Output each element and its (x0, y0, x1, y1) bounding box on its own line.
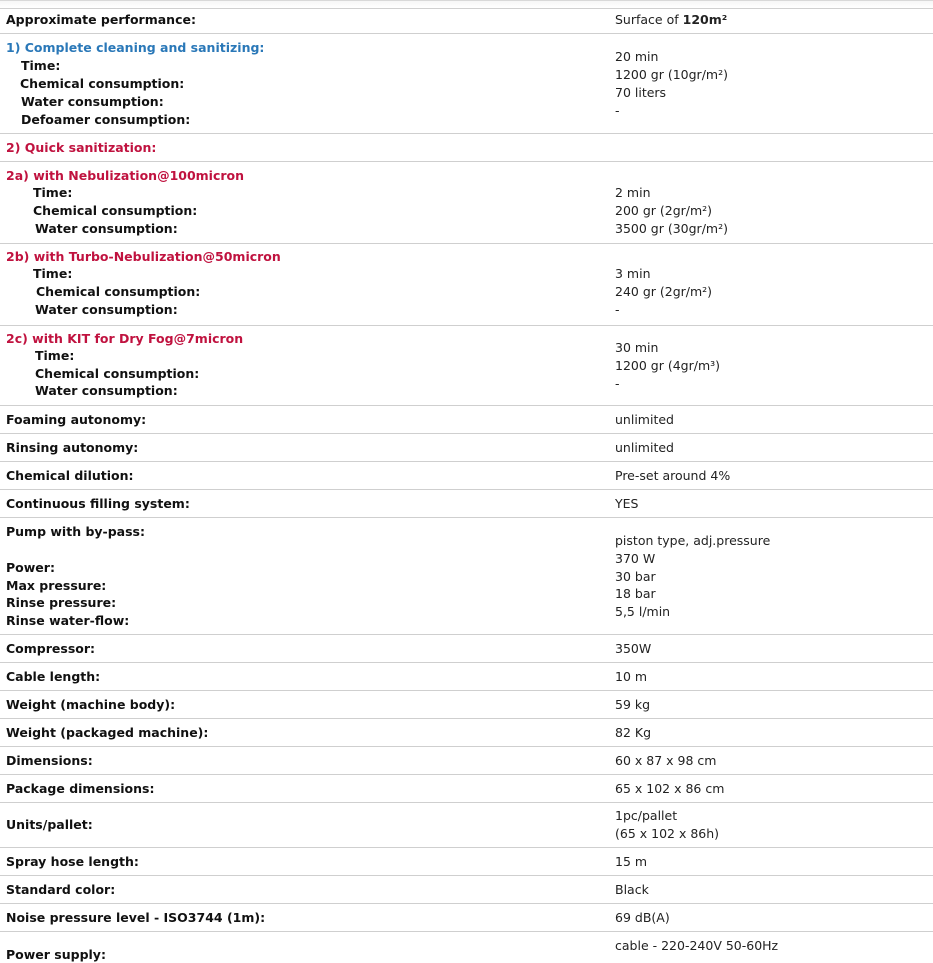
row-complete-cleaning (0, 34, 933, 134)
spec-label: Weight (machine body): (6, 697, 176, 712)
row-foaming-autonomy (0, 406, 933, 434)
label-max-pressure: Max pressure: (6, 578, 107, 593)
spec-label: Cable length: (6, 669, 101, 684)
spec-label: Weight (packaged machine): (6, 725, 209, 740)
spec-label: Package dimensions: (6, 781, 155, 796)
label-chemical: Chemical consumption: (36, 284, 201, 299)
value-chemical: 1200 gr (4gr/m³) (615, 358, 721, 373)
value-units-pallet-size: (65 x 102 x 86h) (615, 826, 720, 841)
label-water: Water consumption: (21, 94, 164, 109)
spec-value: 350W (615, 641, 652, 656)
row-cable-length (0, 663, 933, 691)
label-time: Time: (21, 58, 61, 73)
row-pump (0, 518, 933, 635)
value-water: 70 liters (615, 85, 667, 100)
value-chemical: 200 gr (2gr/m²) (615, 203, 713, 218)
label-chemical: Chemical consumption: (20, 76, 185, 91)
label-water: Water consumption: (35, 383, 178, 398)
row-compressor (0, 635, 933, 663)
spec-label: Dimensions: (6, 753, 93, 768)
value-time: 2 min (615, 185, 651, 200)
label-water: Water consumption: (35, 302, 178, 317)
row-standard-color (0, 876, 933, 904)
value-rinse-flow: 5,5 l/min (615, 604, 671, 619)
spec-label: Spray hose length: (6, 854, 139, 869)
spec-label: Compressor: (6, 641, 96, 656)
spec-label: Chemical dilution: (6, 468, 134, 483)
spec-label: Continuous filling system: (6, 496, 190, 511)
label-chemical: Chemical consumption: (33, 203, 198, 218)
value-max-pressure: 30 bar (615, 569, 656, 584)
label-rinse-pressure: Rinse pressure: (6, 595, 117, 610)
spec-value: 10 m (615, 669, 648, 684)
label-approx-performance: Approximate performance: (6, 12, 196, 27)
row-weight-packaged (0, 719, 933, 747)
spec-value: unlimited (615, 412, 674, 427)
value-approx-performance (615, 13, 727, 27)
spec-label: Noise pressure level - ISO3744 (1m): (6, 910, 266, 925)
row-approx-performance (0, 9, 933, 34)
label-defoamer: Defoamer consumption: (21, 112, 191, 127)
row-turbo-nebulization (0, 244, 933, 326)
row-units-pallet (0, 803, 933, 848)
spec-value: YES (615, 496, 639, 511)
label-water: Water consumption: (35, 221, 178, 236)
value-water: - (615, 376, 620, 391)
spec-value: unlimited (615, 440, 674, 455)
top-border (0, 0, 933, 9)
value-power: 370 W (615, 551, 656, 566)
heading-complete-cleaning: 1) Complete cleaning and sanitizing: (6, 40, 265, 55)
spec-value: 59 kg (615, 697, 651, 712)
value-chemical: 1200 gr (10gr/m²) (615, 67, 728, 82)
row-rinsing-autonomy (0, 434, 933, 462)
value-pump: piston type, adj.pressure (615, 533, 771, 548)
spec-value: 15 m (615, 854, 648, 869)
spec-value: 69 dB(A) (615, 910, 670, 925)
spec-label: Standard color: (6, 882, 116, 897)
value-rinse-pressure: 18 bar (615, 586, 656, 601)
spec-value: 60 x 87 x 98 cm (615, 753, 717, 768)
label-time: Time: (33, 185, 73, 200)
label-time: Time: (35, 348, 75, 363)
label-rinse-flow: Rinse water-flow: (6, 613, 130, 628)
row-dimensions (0, 747, 933, 775)
row-noise-level (0, 904, 933, 932)
row-continuous-filling (0, 490, 933, 518)
value-chemical: 240 gr (2gr/m²) (615, 284, 713, 299)
label-pump: Pump with by-pass: (6, 524, 145, 539)
value-units-pallet: 1pc/pallet (615, 808, 678, 823)
label-chemical: Chemical consumption: (35, 366, 200, 381)
heading-dry-fog-kit: 2c) with KIT for Dry Fog@7micron (6, 331, 244, 346)
label-units-pallet: Units/pallet: (6, 817, 93, 832)
label-power: Power: (6, 560, 55, 575)
heading-turbo-nebulization: 2b) with Turbo-Nebulization@50micron (6, 249, 281, 264)
label-power-supply: Power supply: (6, 947, 106, 962)
value-power-supply: cable - 220-240V 50-60Hz (615, 938, 779, 953)
spec-value: 65 x 102 x 86 cm (615, 781, 725, 796)
value-time: 30 min (615, 340, 659, 355)
value-prefix: Surface of (615, 12, 683, 27)
spec-label: Rinsing autonomy: (6, 440, 139, 455)
spec-value: Black (615, 882, 649, 897)
value-defoamer: - (615, 103, 620, 118)
value-time: 20 min (615, 49, 659, 64)
value-time: 3 min (615, 266, 651, 281)
row-chemical-dilution (0, 462, 933, 490)
row-nebulization (0, 162, 933, 244)
value-water: 3500 gr (30gr/m²) (615, 221, 728, 236)
heading-nebulization: 2a) with Nebulization@100micron (6, 168, 245, 183)
value-bold: 120m² (682, 12, 728, 27)
row-package-dimensions (0, 775, 933, 803)
spec-value: Pre-set around 4% (615, 468, 731, 483)
row-quick-sanitization (0, 134, 933, 162)
spec-label: Foaming autonomy: (6, 412, 147, 427)
label-time: Time: (33, 266, 73, 281)
row-spray-hose (0, 848, 933, 876)
row-weight-body (0, 691, 933, 719)
row-dry-fog-kit (0, 326, 933, 406)
row-power-supply (0, 932, 933, 963)
heading-quick-sanitization: 2) Quick sanitization: (6, 140, 157, 155)
spec-value: 82 Kg (615, 725, 652, 740)
value-water: - (615, 302, 620, 317)
